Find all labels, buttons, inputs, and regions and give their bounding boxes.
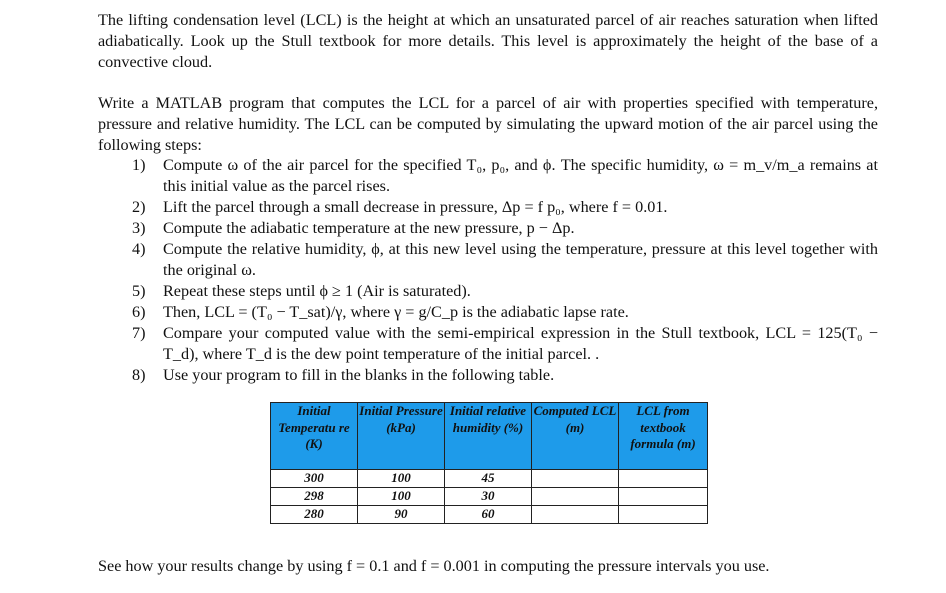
steps-list	[98, 155, 878, 386]
cell-computed-lcl	[532, 488, 619, 506]
cell-computed-lcl	[532, 506, 619, 524]
cell-pressure: 90	[358, 506, 445, 524]
footer-paragraph: See how your results change by using f = 0.1 and f = 0.001 in computing the pressure intervals you use.	[98, 557, 770, 575]
step-text: Lift the parcel through a small decrease in pressure, Δp = f p₀, where f = 0.01.	[163, 198, 668, 216]
header-initial-temperature: Initial Temperatu re (K)	[271, 403, 358, 470]
table-row	[271, 488, 708, 506]
step-text: Repeat these steps until ϕ ≥ 1 (Air is saturated).	[163, 282, 471, 300]
step-number: 2)	[132, 198, 146, 216]
header-relative-humidity: Initial relative humidity (%)	[445, 403, 532, 470]
step-text: Then, LCL = (T₀ − T_sat)/γ, where γ = g/C_p is the adiabatic lapse rate.	[163, 303, 629, 321]
step-number: 3)	[132, 219, 146, 237]
step-item	[98, 197, 878, 218]
step-text: Compute ω of the air parcel for the specified T₀, p₀, and ϕ. The specific humidity, ω = m_v/m_a remains at this initial value as the parcel rises.	[163, 156, 878, 195]
step-text: Compare your computed value with the semi-empirical expression in the Stull textbook, LCL = 125(T₀ − T_d), where T_d is the dew point temperature of the initial parcel. .	[163, 324, 878, 363]
step-text: Compute the adiabatic temperature at the new pressure, p − Δp.	[163, 219, 575, 237]
table-header-row	[271, 403, 708, 470]
intro-paragraph: The lifting condensation level (LCL) is the height at which an unsaturated parcel of air reaches saturation when lifted adiabatically. Look up the Stull textbook for more details. This level is approximately the height of the base of a convective cloud.	[98, 11, 878, 71]
step-number: 8)	[132, 366, 146, 384]
step-number: 5)	[132, 282, 146, 300]
step-item	[98, 155, 878, 197]
step-item	[98, 281, 878, 302]
step-item	[98, 218, 878, 239]
cell-textbook-lcl	[619, 470, 708, 488]
step-number: 4)	[132, 240, 146, 258]
step-item	[98, 302, 878, 323]
step-item	[98, 239, 878, 281]
step-text: Compute the relative humidity, ϕ, at this new level using the temperature, pressure at this level together with the original ω.	[163, 240, 878, 279]
step-item	[98, 323, 878, 365]
cell-temperature: 300	[271, 470, 358, 488]
results-table	[270, 402, 708, 524]
header-textbook-lcl: LCL from textbook formula (m)	[619, 403, 708, 470]
cell-pressure: 100	[358, 470, 445, 488]
step-item	[98, 365, 878, 386]
header-computed-lcl: Computed LCL (m)	[532, 403, 619, 470]
cell-pressure: 100	[358, 488, 445, 506]
cell-humidity: 45	[445, 470, 532, 488]
cell-computed-lcl	[532, 470, 619, 488]
table-row	[271, 506, 708, 524]
table-row	[271, 470, 708, 488]
cell-temperature: 298	[271, 488, 358, 506]
cell-textbook-lcl	[619, 488, 708, 506]
cell-textbook-lcl	[619, 506, 708, 524]
cell-humidity: 30	[445, 488, 532, 506]
task-paragraph: Write a MATLAB program that computes the LCL for a parcel of air with properties specified with temperature, pressure and relative humidity. The LCL can be computed by simulating the upward motion of the air parcel using the following steps:	[98, 94, 878, 154]
step-number: 1)	[132, 156, 146, 174]
step-number: 7)	[132, 324, 146, 342]
cell-temperature: 280	[271, 506, 358, 524]
header-initial-pressure: Initial Pressure (kPa)	[358, 403, 445, 470]
step-number: 6)	[132, 303, 146, 321]
step-text: Use your program to fill in the blanks in the following table.	[163, 366, 555, 384]
cell-humidity: 60	[445, 506, 532, 524]
